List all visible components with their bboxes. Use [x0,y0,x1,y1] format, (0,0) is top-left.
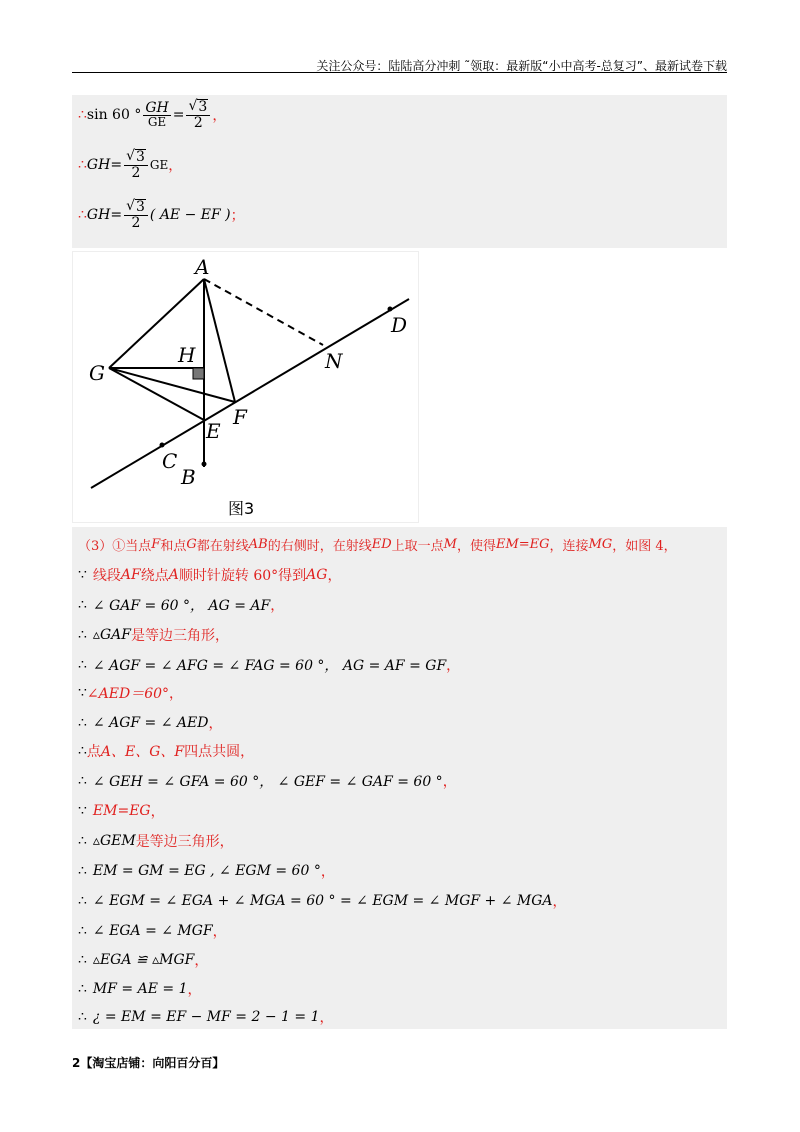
sol-line-13: ∴ ∠ EGM = ∠ EGA + ∠ MGA = 60 ° = ∠ EGM = ∠ MGF + ∠ MGA ， [78,893,567,910]
page-number: 2 [72,1056,81,1070]
sol-line-6: ∵ ∠AED＝60° ， [78,685,184,702]
label-g: G [89,361,105,385]
sol-line-4: ∴ ▵GAF 是等边三角形， [78,627,229,644]
point-d [388,307,393,312]
label-h: H [178,343,196,367]
sol-line-14: ∴ ∠ EGA = ∠ MGF ， [78,923,227,940]
top-formula-block [72,95,727,248]
label-d: D [391,313,408,337]
label-n: N [325,349,343,373]
label-a: A [195,255,210,279]
segment-ge [109,368,204,420]
sol-line-12: ∴ EM = GM = EG , ∠ EGM = 60 ° ， [78,863,335,880]
segment-af [204,279,235,402]
figure-caption: 图3 [228,499,255,518]
sol-line-3: ∴ ∠ GAF = 60 °， AG = AF ， [78,597,285,614]
label-c: C [162,449,178,473]
solution-block [72,527,727,1029]
geometry-figure-3 [72,251,419,523]
line-cd [91,299,409,488]
figure-svg [73,252,418,522]
label-f: F [233,405,247,429]
sol-line-10: ∵ EM=EG ， [78,803,165,820]
right-angle-mark [193,368,204,379]
shop-name: 【淘宝店铺：向阳百分百】 [80,1056,225,1070]
sol-line-16: ∴ MF = AE = 1 ， [78,981,202,998]
header-rule [72,72,727,73]
sol-line-2: ∵ 线段 AF 绕点 A 顺时针旋转 60°得到 AG ， [78,567,342,584]
sol-line-7: ∴ ∠ AGF = ∠ AED ， [78,715,223,732]
line-gh-ge: ∴ GH = √ 3 2 GE ， [78,148,183,181]
page-header: 关注公众号：陆陆高分冲刺 ˜领取：最新版“小中高考-总复习”、最新试卷下载 [316,59,727,73]
sol-line-15: ∴ ▵EGA ≌ ▵MGF ， [78,952,209,969]
line-sin60: ∴ sin 60 ° $\frac{GH}{GE}$ = √ 3 2 ， [78,98,227,131]
point-c [160,443,165,448]
segment-gf [109,368,235,402]
segment-an-dashed [204,279,323,345]
sol-line-11: ∴ ▵GEM 是等边三角形， [78,833,234,850]
sol-line-9: ∴ ∠ GEH = ∠ GFA = 60 °， ∠ GEF = ∠ GAF = 60 ° ， [78,773,457,790]
sol-line-5: ∴ ∠ AGF = ∠ AFG = ∠ FAG = 60 °， AG = AF = GF ， [78,657,461,674]
page-footer [72,1054,224,1071]
sol-line-8: ∴ 点 A、E、G、F 四点共圆， [78,743,255,760]
label-e: E [206,419,221,443]
sol-line-17: ∴ ¿ = EM = EF − MF = 2 − 1 = 1 ， [78,1009,334,1026]
line-gh-ae-ef: ∴ GH = √ 3 2 ( AE − EF ) ； [78,198,245,231]
point-b [202,462,207,467]
sol-line-1: （3）①当点 F 和点 G 都在射线 AB 的右侧时，在射线 ED 上取一点 M ，使得 EM=EG ，连接 MG ，如图 4， [78,537,677,554]
label-b: B [181,465,196,489]
